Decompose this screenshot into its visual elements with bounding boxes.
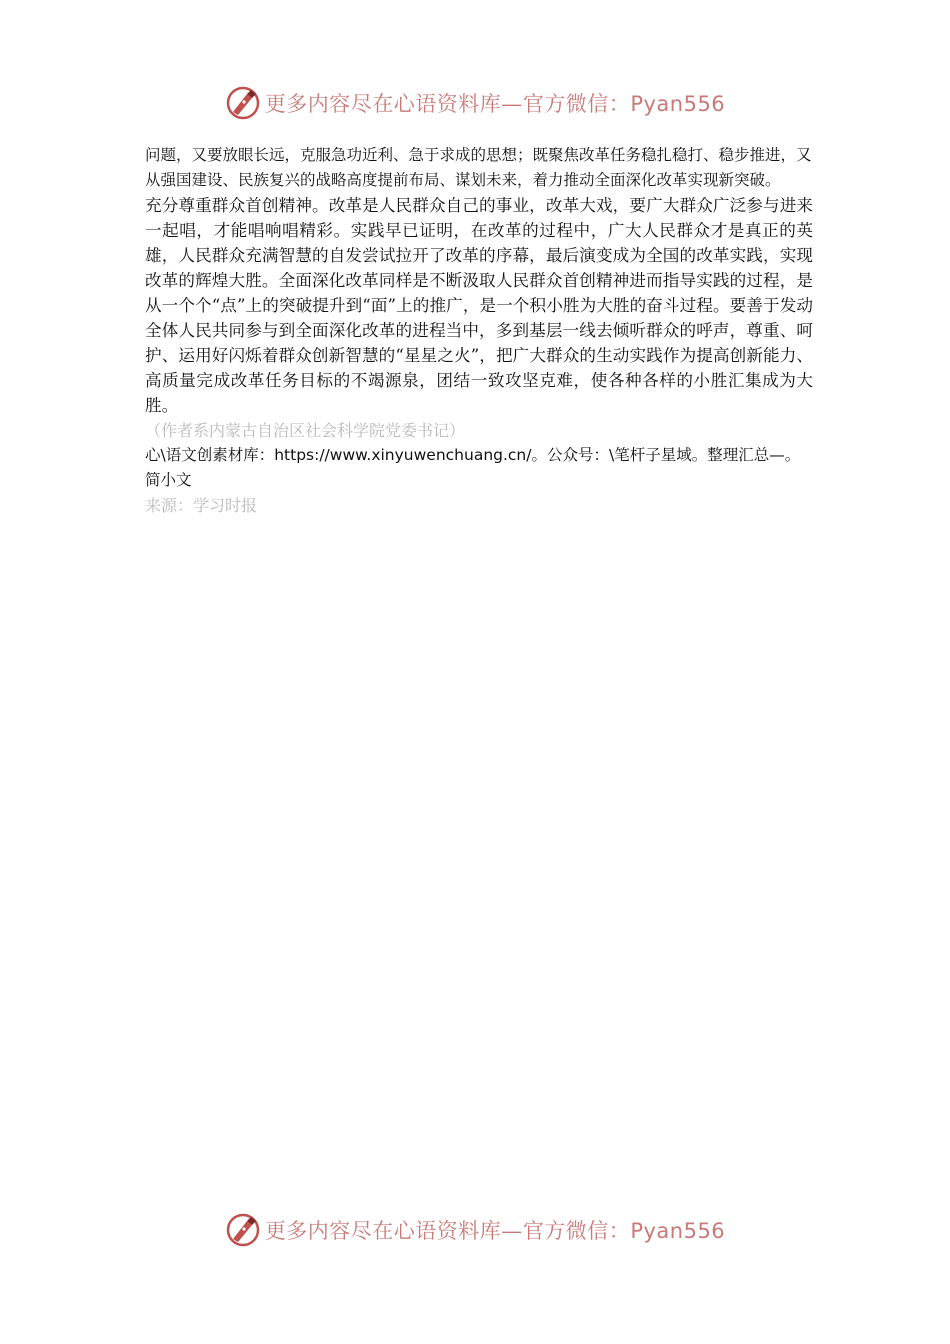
paragraph-main: 充分尊重群众首创精神。改革是人民群众自己的事业，改革大戏，要广大群众广泛参与进来一起唱，才能唱响唱精彩。实践早已证明，在改革的过程中，广大人民群众才是真正的英雄，人民群众充满智慧的自发尝试拉开了改革的序幕，最后演变成为全国的改革实践，实现改革的辉煌大胜。全面深化改革同样是不断汲取人民群众首创精神进而指导实践的过程，是从一个个“点”上的突破提升到“面”上的推广，是一个积小胜为大胜的奋斗过程。要善于发动全体人民共同参与到全面深化改革的进程当中，多到基层一线去倾听群众的呼声，尊重、呵护、运用好闪烁着群众创新智慧的“星星之火”，把广大群众的生动实践作为提高创新能力、高质量完成改革任务目标的不竭源泉，团结一致攻坚克难，使各种各样的小胜汇集成为大胜。	[145, 196, 813, 415]
banner-text: 更多内容尽在心语资料库—官方微信：Pyan556	[264, 92, 726, 116]
library-note: 心\语文创素材库：https://www.xinyuwenchuang.cn/。公众号：\笔杆子星域。整理汇总—。简小文	[145, 446, 801, 489]
pen-nib-logo-icon	[225, 1212, 261, 1248]
header-watermark-banner	[0, 83, 950, 123]
footer-watermark-banner	[0, 1210, 950, 1250]
source-line: 来源：学习时报	[145, 496, 258, 515]
author-note: （作者系内蒙古自治区社会科学院党委书记）	[145, 421, 466, 440]
paragraph-continued: 问题，又要放眼长远，克服急功近利、急于求成的思想；既聚焦改革任务稳扎稳打、稳步推进，又从强国建设、民族复兴的战略高度提前布局、谋划未来，着力推动全面深化改革实现新突破。	[145, 146, 812, 189]
pen-nib-logo-icon	[225, 85, 261, 121]
banner-text: 更多内容尽在心语资料库—官方微信：Pyan556	[264, 1219, 726, 1243]
article-body	[145, 143, 813, 518]
